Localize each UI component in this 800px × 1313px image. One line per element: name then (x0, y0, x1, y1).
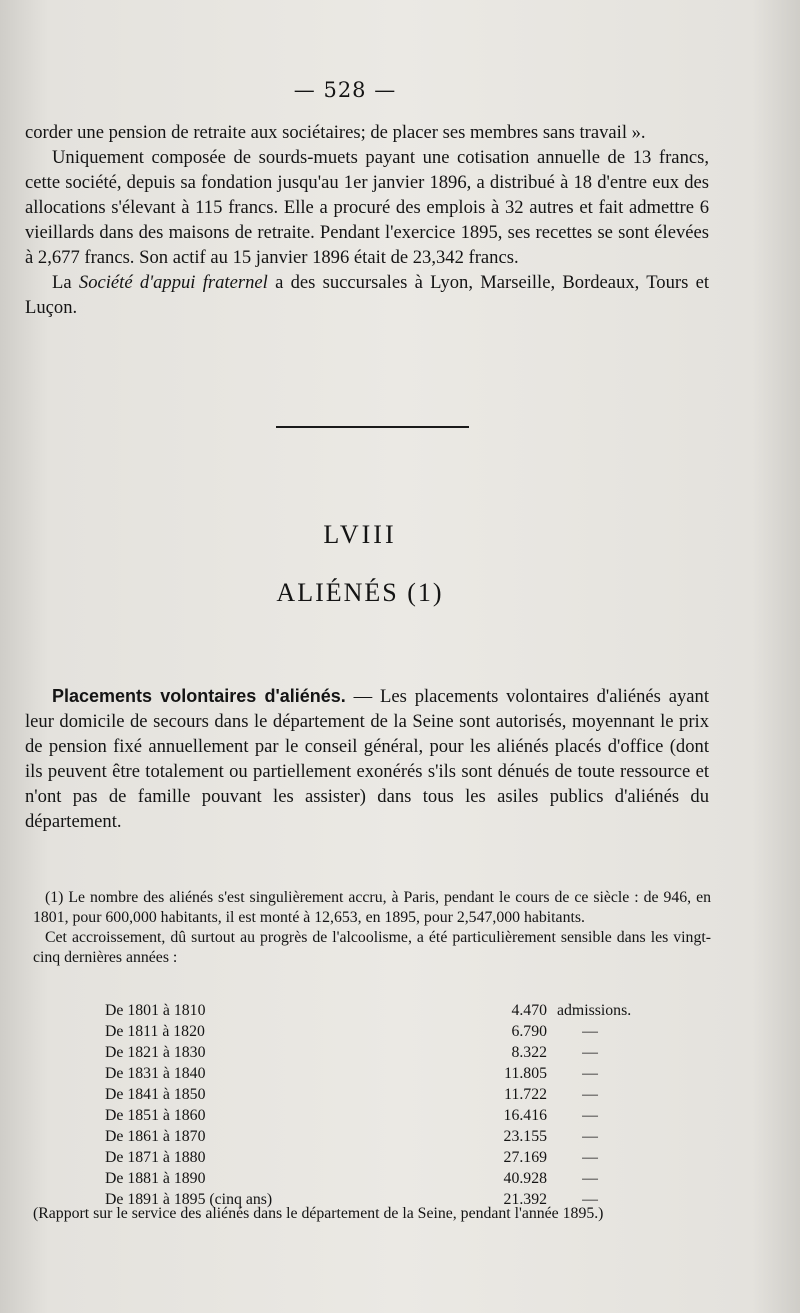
period-label: De 1851 à 1860 (105, 1107, 206, 1124)
admissions-unit: admissions. (557, 1002, 632, 1019)
footnote-paragraph-2: Cet accroissement, dû surtout au progrès de l'alcoolisme, a été particulièrement sensible dans les vingt-cinq dernières années : (33, 929, 711, 966)
footnote-paragraph-1: (1) Le nombre des aliénés s'est singulièrement accru, à Paris, pendant le cours de ce siècle : de 946, en 1801, pour 600,000 habitants, il est monté à 12,653, en 1895, pour 2,547,000 habitants. (33, 889, 711, 926)
period-label: De 1831 à 1840 (105, 1065, 206, 1082)
ditto-dash: — (582, 1191, 598, 1208)
placements-paragraph (25, 684, 709, 834)
table-row (105, 1105, 665, 1126)
period-label: De 1861 à 1870 (105, 1128, 206, 1145)
table-row (105, 1126, 665, 1147)
ditto-dash: — (582, 1149, 598, 1166)
intro-paragraph-3-prefix: La (52, 272, 79, 293)
admissions-value: 27.169 (503, 1149, 547, 1166)
period-label: De 1881 à 1890 (105, 1170, 206, 1187)
chapter-number: LVIII (323, 520, 397, 549)
page-number: — 528 — (293, 78, 397, 102)
admissions-value: 4.470 (511, 1002, 547, 1019)
table-row (105, 1084, 665, 1105)
admissions-value: 40.928 (503, 1170, 547, 1187)
ditto-dash: — (582, 1023, 598, 1040)
admissions-value: 16.416 (503, 1107, 547, 1124)
intro-paragraph-3 (25, 270, 709, 320)
table-row (105, 1021, 665, 1042)
admissions-value: 11.722 (504, 1086, 547, 1103)
intro-paragraph-2: Uniquement composée de sourds-muets payant une cotisation annuelle de 13 francs, cette société, depuis sa fondation jusqu'au 1er janvier 1896, a distribué à 18 d'entre eux des allocations s'élevant à 115 francs. Elle a procuré des emplois à 32 autres et fait admettre 6 vieillards dans des maisons de retraite. Pendant l'exercice 1895, ses recettes se sont élevées à 2,677 francs. Son actif au 15 janvier 1896 était de 23,342 francs. (25, 147, 709, 268)
admissions-value: 11.805 (504, 1065, 547, 1082)
table-row (105, 1042, 665, 1063)
table-row (105, 1168, 665, 1189)
admissions-value: 23.155 (503, 1128, 547, 1145)
period-label: De 1891 à 1895 (cinq ans) (105, 1191, 273, 1208)
ditto-dash: — (582, 1065, 598, 1082)
period-label: De 1871 à 1880 (105, 1149, 206, 1166)
ditto-dash: — (582, 1086, 598, 1103)
period-label: De 1821 à 1830 (105, 1044, 206, 1061)
period-label: De 1801 à 1810 (105, 1002, 206, 1019)
source-note: (Rapport sur le service des aliénés dans le département de la Seine, pendant l'année 1895.) (33, 1205, 604, 1222)
table-row (105, 1147, 665, 1168)
ditto-dash: — (582, 1128, 598, 1145)
placements-text: — Les placements volontaires d'aliénés ayant leur domicile de secours dans le département de la Seine sont autorisés, moyennant le prix de pension fixé annuellement par le conseil général, pour les aliénés placés d'office (dont ils peuvent être totalement ou partiellement exonérés s'ils sont dénués de toute ressource et n'ont pas de famille pouvant les assister) dans tous les asiles publics d'aliénés du département. (25, 686, 710, 832)
admissions-table (105, 1000, 665, 1210)
section-divider (276, 426, 469, 428)
placements-heading: Placements volontaires d'aliénés. (52, 686, 346, 706)
admissions-value: 6.790 (511, 1023, 547, 1040)
admissions-value: 8.322 (511, 1044, 547, 1061)
chapter-title: ALIÉNÉS (1) (276, 578, 444, 607)
intro-line-1: corder une pension de retraite aux sociétaires; de placer ses membres sans travail ». (25, 122, 646, 143)
footnote (33, 888, 711, 968)
ditto-dash: — (582, 1044, 598, 1061)
ditto-dash: — (582, 1107, 598, 1124)
period-label: De 1811 à 1820 (105, 1023, 205, 1040)
table-row (105, 1063, 665, 1084)
intro-text (25, 120, 709, 320)
placements-section (25, 684, 709, 834)
ditto-dash: — (582, 1170, 598, 1187)
admissions-value: 21.392 (503, 1191, 547, 1208)
table-row (105, 1000, 665, 1021)
period-label: De 1841 à 1850 (105, 1086, 206, 1103)
intro-paragraph-3-suffix: a des succursales à Lyon, Marseille, Bordeaux, Tours et Luçon. (25, 272, 709, 318)
society-name: Société d'appui fraternel (78, 272, 268, 293)
